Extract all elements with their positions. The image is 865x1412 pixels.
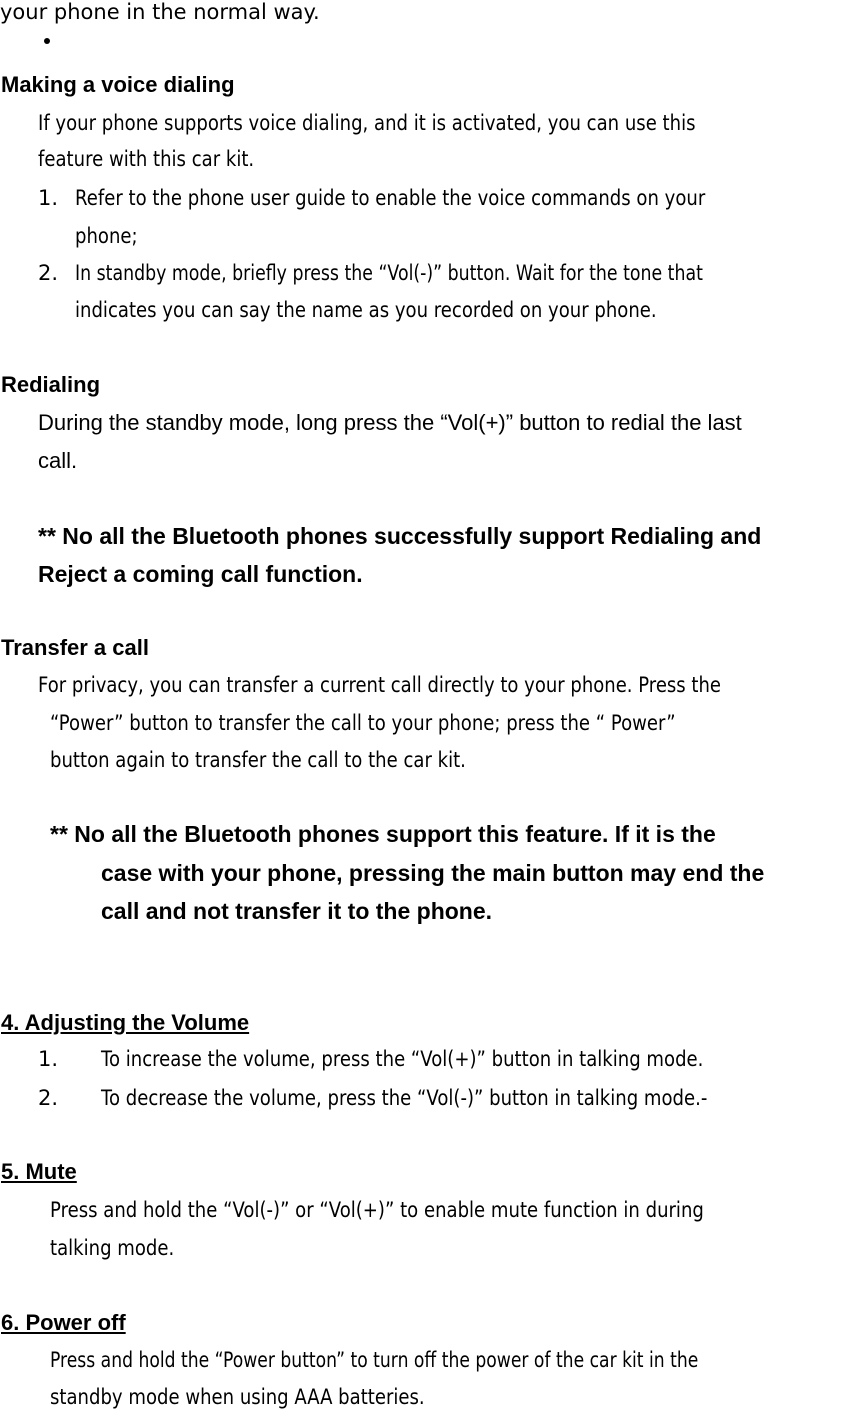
- transfer-para-line-1: For privacy, you can transfer a current call directly to your phone. Press the: [38, 673, 721, 697]
- mute-para-line-1: Press and hold the “Vol(-)” or “Vol(+)” to enable mute function in during: [50, 1198, 704, 1222]
- volume-heading: 4. Adjusting the Volume: [1, 1010, 250, 1035]
- volume-step-1-number: 1.: [38, 1047, 59, 1071]
- power-off-heading: 6. Power off: [1, 1310, 126, 1335]
- transfer-note-line-2: case with your phone, pressing the main button may end the: [101, 860, 765, 886]
- transfer-note-line-1: ** No all the Bluetooth phones support this feature. If it is the: [50, 821, 716, 847]
- voice-dialing-step-1-number: 1.: [38, 186, 59, 210]
- mute-heading: 5. Mute: [1, 1159, 77, 1184]
- volume-step-2: To decrease the volume, press the “Vol(-)” button in talking mode.-: [101, 1086, 708, 1110]
- voice-dialing-step-1-line-1: Refer to the phone user guide to enable the voice commands on your: [75, 186, 706, 210]
- voice-dialing-step-1-line-2: phone;: [75, 224, 138, 248]
- redialing-note-line-1: ** No all the Bluetooth phones successfully support Redialing and: [38, 523, 762, 549]
- transfer-heading: Transfer a call: [1, 635, 149, 660]
- power-off-para-line-1: Press and hold the “Power button” to turn off the power of the car kit in the: [50, 1348, 699, 1372]
- voice-dialing-para-line-2: feature with this car kit.: [38, 147, 255, 171]
- voice-dialing-heading: Making a voice dialing: [1, 72, 235, 97]
- redialing-note-line-2: Reject a coming call function.: [38, 561, 363, 587]
- transfer-para-line-2: “Power” button to transfer the call to your phone; press the “ Power”: [50, 711, 676, 735]
- power-off-para-line-2: standby mode when using AAA batteries.: [50, 1385, 425, 1409]
- bullet-dot: [44, 38, 50, 44]
- transfer-para-line-3: button again to transfer the call to the car kit.: [50, 748, 466, 772]
- intro-line: your phone in the normal way.: [0, 0, 320, 24]
- voice-dialing-step-2-number: 2.: [38, 261, 59, 285]
- mute-para-line-2: talking mode.: [50, 1236, 175, 1260]
- volume-step-2-number: 2.: [38, 1086, 59, 1110]
- redialing-heading: Redialing: [1, 372, 101, 397]
- redialing-para-line-1: During the standby mode, long press the “Vol(+)” button to redial the last: [38, 410, 742, 435]
- voice-dialing-step-2-line-1: In standby mode, briefly press the “Vol(-)” button. Wait for the tone that: [75, 261, 703, 285]
- redialing-para-line-2: call.: [38, 448, 78, 473]
- volume-step-1: To increase the volume, press the “Vol(+)” button in talking mode.: [101, 1047, 704, 1071]
- transfer-note-line-3: call and not transfer it to the phone.: [101, 898, 493, 924]
- voice-dialing-para-line-1: If your phone supports voice dialing, and it is activated, you can use this: [38, 111, 696, 135]
- voice-dialing-step-2-line-2: indicates you can say the name as you recorded on your phone.: [75, 298, 657, 322]
